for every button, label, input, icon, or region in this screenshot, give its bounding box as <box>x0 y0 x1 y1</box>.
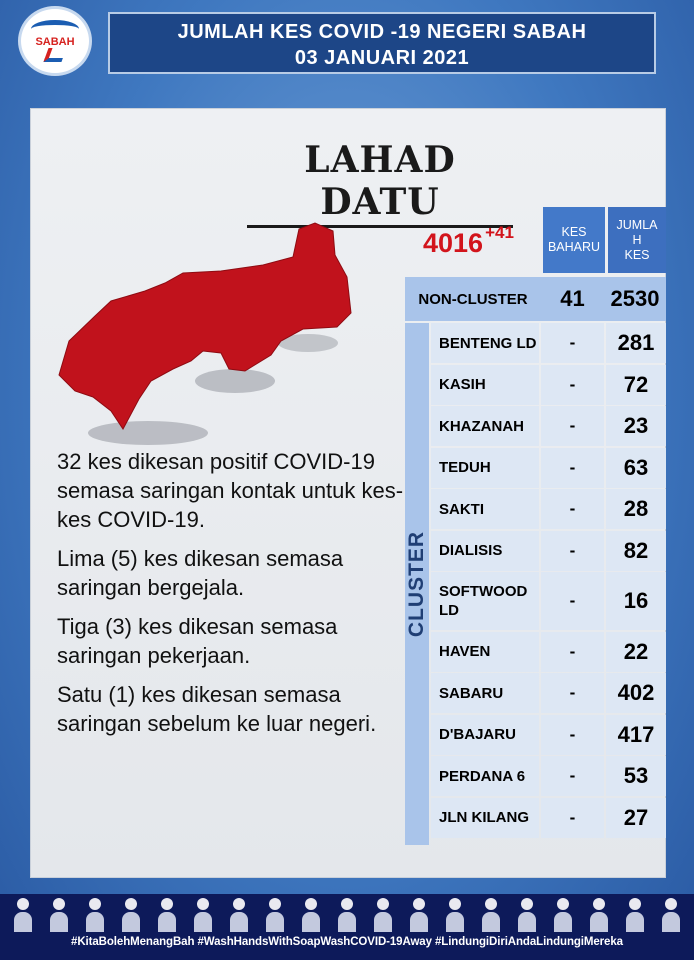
cluster-row <box>431 365 666 405</box>
cluster-row <box>431 448 666 488</box>
sabah-logo <box>18 6 92 76</box>
notes <box>57 447 407 748</box>
cluster-kes-baharu: - <box>541 572 604 630</box>
person-icon <box>624 898 646 932</box>
cluster-jumlah: 402 <box>606 673 666 713</box>
cluster-kes-baharu: - <box>541 673 604 713</box>
cluster-row <box>431 798 666 838</box>
note-2: Lima (5) kes dikesan semasa saringan bergejala. <box>57 546 344 600</box>
cluster-name: SOFTWOOD LD <box>431 572 539 630</box>
hashtags: #KitaBolehMenangBah #WashHandsWithSoapWashCOVID-19Away #LindungiDiriAndaLindungiMereka <box>71 936 623 948</box>
person-icon <box>192 898 214 932</box>
cluster-kes-baharu: - <box>541 448 604 488</box>
person-icon <box>12 898 34 932</box>
logo-swoosh-icon <box>43 48 66 62</box>
person-icon <box>336 898 358 932</box>
map-shadow <box>88 421 208 445</box>
person-icon <box>156 898 178 932</box>
cluster-kes-baharu: - <box>541 756 604 796</box>
cluster-name: BENTENG LD <box>431 323 539 363</box>
cluster-name: PERDANA 6 <box>431 756 539 796</box>
person-icon <box>120 898 142 932</box>
person-icon <box>480 898 502 932</box>
cluster-row <box>431 632 666 672</box>
cluster-kes-baharu: - <box>541 632 604 672</box>
cluster-kes-baharu: - <box>541 798 604 838</box>
cluster-name: D'BAJARU <box>431 715 539 755</box>
cluster-side-label <box>405 323 429 845</box>
non-cluster-jumlah: 2530 <box>610 286 660 311</box>
cluster-row <box>431 572 666 630</box>
cluster-row <box>431 489 666 529</box>
person-icon <box>408 898 430 932</box>
cluster-kes-baharu: - <box>541 323 604 363</box>
cluster-jumlah: 22 <box>606 632 666 672</box>
cluster-name: SABARU <box>431 673 539 713</box>
cluster-kes-baharu: - <box>541 715 604 755</box>
note-1: 32 kes dikesan positif COVID-19 semasa saringan kontak untuk kes-kes COVID-19. <box>57 449 404 532</box>
cluster-row <box>431 323 666 363</box>
page-title <box>108 12 656 74</box>
non-cluster-kes-baharu: 41 <box>560 286 585 311</box>
cluster-kes-baharu: - <box>541 365 604 405</box>
person-icon <box>444 898 466 932</box>
title-line-2: 03 JANUARI 2021 <box>294 47 470 69</box>
person-icon <box>552 898 574 932</box>
column-header-kes-baharu <box>543 207 605 273</box>
title-line-1: JUMLAH KES COVID -19 NEGERI SABAH <box>177 21 587 43</box>
cluster-jumlah: 82 <box>606 531 666 571</box>
cluster-row <box>431 531 666 571</box>
cluster-table <box>431 323 666 839</box>
person-icon <box>516 898 538 932</box>
person-icon <box>48 898 70 932</box>
cluster-row <box>431 715 666 755</box>
person-icon <box>300 898 322 932</box>
content-panel <box>30 108 666 878</box>
lahad-datu-shape <box>59 223 351 429</box>
cluster-row <box>431 406 666 446</box>
cluster-name: KHAZANAH <box>431 406 539 446</box>
footer-banner <box>0 894 694 960</box>
cluster-jumlah: 281 <box>606 323 666 363</box>
cluster-jumlah: 16 <box>606 572 666 630</box>
cluster-jumlah: 53 <box>606 756 666 796</box>
kes-baharu-label: KES BAHARU <box>547 225 601 254</box>
cluster-jumlah: 23 <box>606 406 666 446</box>
cluster-row <box>431 673 666 713</box>
non-cluster-label: NON-CLUSTER <box>418 290 528 308</box>
total-cases <box>423 223 514 259</box>
district-title: LAHAD DATU <box>247 139 513 228</box>
person-icon <box>588 898 610 932</box>
district-map <box>53 221 353 451</box>
cluster-jumlah: 28 <box>606 489 666 529</box>
total-increase: +41 <box>485 223 514 242</box>
cluster-row <box>431 756 666 796</box>
cluster-name: SAKTI <box>431 489 539 529</box>
cluster-jumlah: 27 <box>606 798 666 838</box>
cluster-kes-baharu: - <box>541 531 604 571</box>
cluster-kes-baharu: - <box>541 489 604 529</box>
cluster-jumlah: 417 <box>606 715 666 755</box>
person-icon <box>660 898 682 932</box>
note-3: Tiga (3) kes dikesan semasa saringan pekerjaan. <box>57 614 338 668</box>
cluster-name: JLN KILANG <box>431 798 539 838</box>
note-4: Satu (1) kes dikesan semasa saringan sebelum ke luar negeri. <box>57 682 377 736</box>
cluster-jumlah: 72 <box>606 365 666 405</box>
person-icon <box>264 898 286 932</box>
person-icon <box>372 898 394 932</box>
cluster-name: TEDUH <box>431 448 539 488</box>
non-cluster-row <box>405 277 666 321</box>
column-header-jumlah-kes <box>608 207 666 273</box>
cluster-name: DIALISIS <box>431 531 539 571</box>
cluster-name: HAVEN <box>431 632 539 672</box>
person-icon <box>228 898 250 932</box>
people-figures <box>12 898 682 934</box>
jumlah-kes-label: JUMLA H KES <box>616 217 658 262</box>
map-shadow <box>195 369 275 393</box>
cluster-kes-baharu: - <box>541 406 604 446</box>
logo-text: SABAH <box>35 36 75 48</box>
cluster-label: CLUSTER <box>405 530 429 638</box>
cluster-jumlah: 63 <box>606 448 666 488</box>
total-value: 4016 <box>423 228 484 258</box>
cluster-name: KASIH <box>431 365 539 405</box>
person-icon <box>84 898 106 932</box>
